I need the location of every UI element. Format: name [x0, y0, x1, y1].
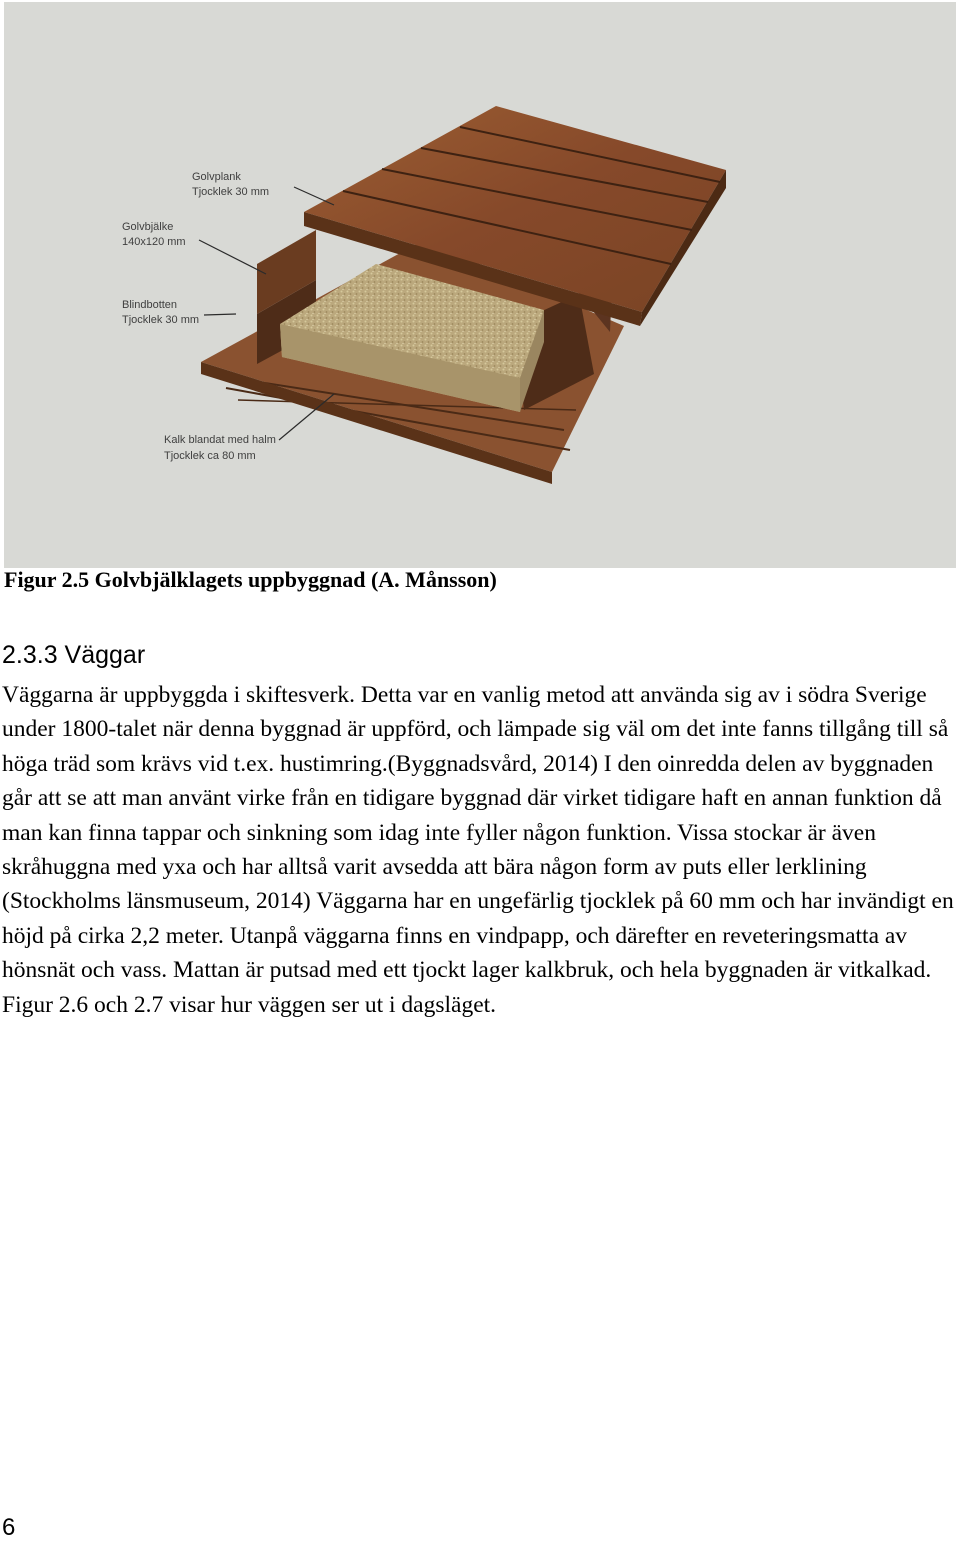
label-blindbotten-detail: Tjocklek 30 mm [122, 314, 200, 326]
leader-line-golvplank [294, 187, 334, 205]
floor-structure-illustration [4, 2, 956, 568]
label-kalk-title: Kalk blandat med halm [164, 434, 276, 446]
label-golvbjalke-detail: 140x120 mm [122, 236, 186, 248]
label-golvplank-detail: Tjocklek 30 mm [192, 186, 270, 198]
page-number: 6 [2, 1514, 16, 1541]
body-paragraph: Väggarna är uppbyggda i skiftesverk. Detta var en vanlig metod att använda sig av i södra Sverige under 1800-talet när denna byggnad är uppförd, och lämpade sig väl om det inte fanns tillgång till så höga träd som krävs vid t.ex. hustimring.(Byggnadsvård, 2014) I den oinredda delen av byggnaden går att se att man använt virke från en tidigare byggnad där virket tidigare haft en annan funktion då man kan finna tappar och sinkning som idag inte fyller någon funktion. Vissa stockar är även skråhuggna med yxa och har alltså varit avsedda att bära någon form av puts eller lerklining (Stockholms länsmuseum, 2014) Väggarna har en ungefärlig tjocklek på 60 mm och har invändigt en höjd på cirka 2,2 meter. Utanpå väggarna finns en vindpapp, och därefter en reveteringsmatta av hönsnät och vass. Mattan är putsad med ett tjockt lager kalkbruk, och hela byggnaden är vitkalkad. Figur 2.6 och 2.7 visar hur väggen ser ut i dagsläget. [2, 682, 954, 1018]
figure-caption: Figur 2.5 Golvbjälklagets uppbyggnad (A. Månsson) [4, 567, 497, 592]
label-golvbjalke-title: Golvbjälke [122, 221, 174, 233]
leader-line-golvbjalke [199, 240, 266, 274]
section-heading: 2.3.3 Väggar [2, 641, 146, 669]
label-kalk-detail: Tjocklek ca 80 mm [164, 450, 256, 462]
floor-structure-figure [4, 2, 956, 568]
label-golvplank-title: Golvplank [192, 171, 241, 183]
leader-line-blindbotten [204, 314, 236, 315]
label-blindbotten-title: Blindbotten [122, 299, 178, 311]
